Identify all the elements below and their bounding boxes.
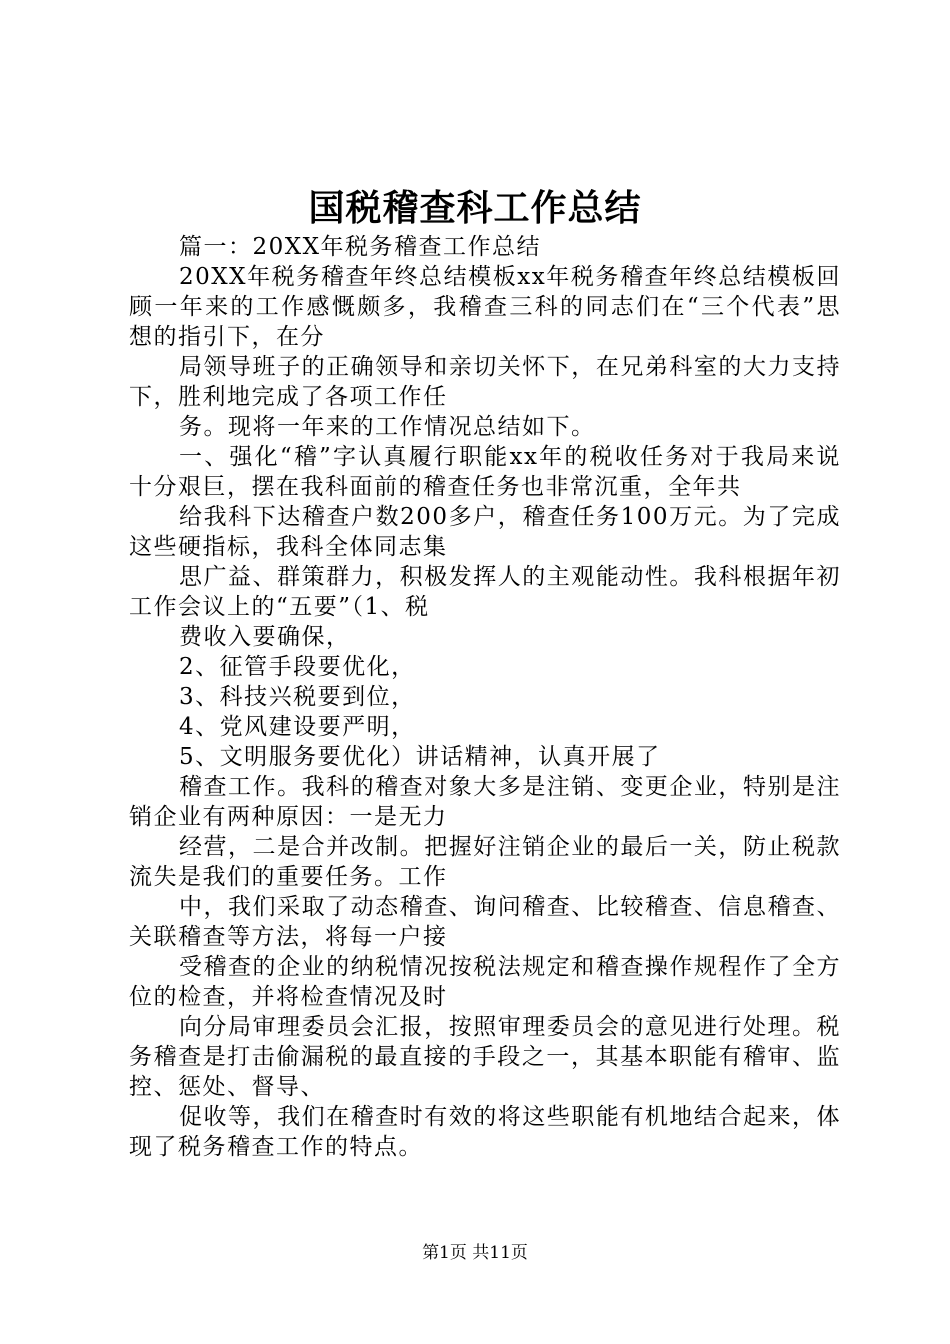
paragraph: 篇一：20XX年税务稽查工作总结: [179, 234, 542, 260]
paragraph: 5、文明服务要优化）讲话精神，认真开展了: [179, 744, 661, 770]
paragraph: 促收等，我们在稽查时有效的将这些职能有机地结合起来，体现了税务稽查工作的特点。: [129, 1104, 841, 1160]
page-title: 国税稽查科工作总结: [308, 187, 642, 229]
paragraph: 局领导班子的正确领导和亲切关怀下，在兄弟科室的大力支持下，胜利地完成了各项工作任: [129, 354, 841, 410]
paragraph: 向分局审理委员会汇报，按照审理委员会的意见进行处理。税务稽查是打击偷漏税的最直接的手段之一，其基本职能有稽审、监控、惩处、督导、: [129, 1014, 841, 1100]
paragraph: 稽查工作。我科的稽查对象大多是注销、变更企业，特别是注销企业有两种原因：一是无力: [129, 774, 841, 830]
paragraph: 思广益、群策群力，积极发挥人的主观能动性。我科根据年初工作会议上的“五要”（1、税: [129, 564, 841, 620]
paragraph: 经营，二是合并改制。把握好注销企业的最后一关，防止税款流失是我们的重要任务。工作: [129, 834, 841, 890]
paragraph: 2、征管手段要优化，: [179, 654, 416, 680]
paragraph: 务。现将一年来的工作情况总结如下。: [179, 414, 596, 440]
paragraph: 中，我们采取了动态稽查、询问稽查、比较稽查、信息稽查、关联稽查等方法，将每一户接: [129, 894, 841, 950]
paragraph: 20XX年税务稽查年终总结模板xx年税务稽查年终总结模板回顾一年来的工作感慨颇多，我稽查三科的同志们在“三个代表”思想的指引下，在分: [129, 264, 841, 350]
paragraph: 受稽查的企业的纳税情况按税法规定和稽查操作规程作了全方位的检查，并将检查情况及时: [129, 954, 841, 1010]
paragraph: 给我科下达稽查户数200多户，稽查任务100万元。为了完成这些硬指标，我科全体同志集: [129, 504, 841, 560]
page-footer: 第1页 共11页: [422, 1243, 528, 1263]
paragraph: 费收入要确保，: [179, 624, 351, 650]
paragraph: 4、党风建设要严明，: [179, 714, 416, 740]
paragraph: 一、强化“稽”字认真履行职能xx年的税收任务对于我局来说十分艰巨，摆在我科面前的稽查任务也非常沉重，全年共: [129, 444, 841, 500]
paragraph: 3、科技兴税要到位，: [179, 684, 416, 710]
document-body: [129, 232, 841, 1162]
